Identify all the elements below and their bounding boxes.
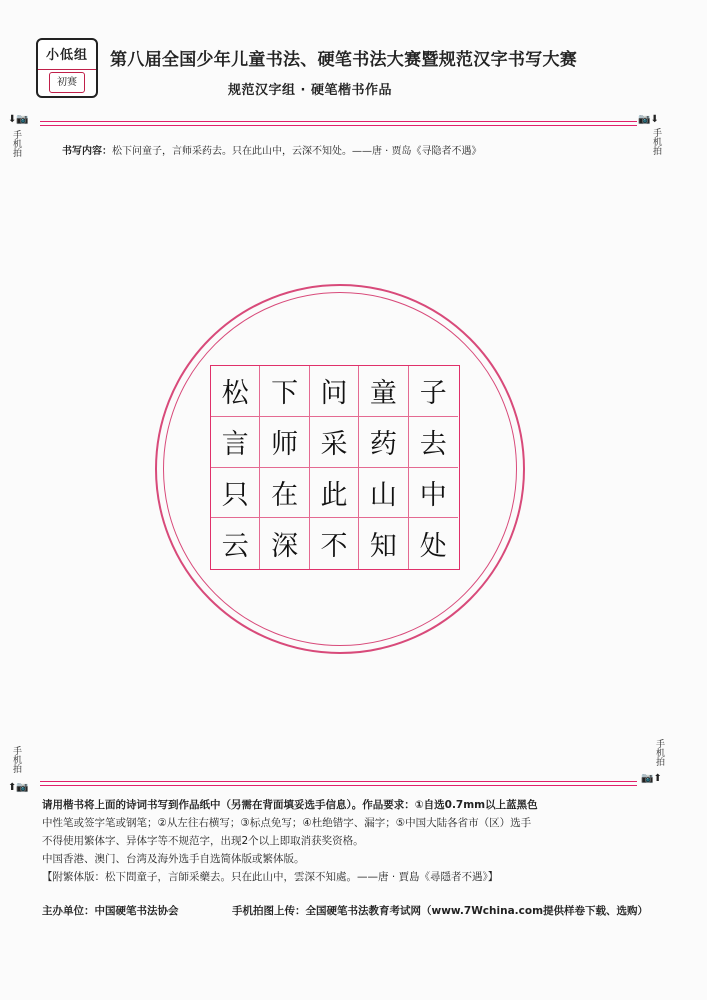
grid-cell: 在: [260, 468, 309, 519]
instruction-line-5: 【附繁体版：松下問童子，言師采藥去。只在此山中，雲深不知處。——唐 · 賈島《尋隱者不遇》】: [42, 871, 499, 883]
side-label-bottom-left: 手机拍: [11, 746, 21, 773]
arrow-down-icon: ⬇: [650, 114, 659, 125]
writing-content-text: 松下问童子，言师采药去。只在此山中，云深不知处。——唐 · 贾岛《寻隐者不遇》: [112, 146, 482, 157]
top-frame-line: [40, 121, 637, 122]
top-frame-line-inner: [40, 125, 637, 126]
page-title: 第八届全国少年儿童书法、硬笔书法大赛暨规范汉字书写大赛: [110, 50, 578, 70]
grid-cell: 问: [310, 366, 359, 417]
footer-upload-info: 手机拍图上传：全国硬笔书法教育考试网（www.7Wchina.com提供样卷下载、选购）: [232, 905, 649, 917]
group-badge: [36, 38, 98, 98]
grid-cell: 童: [359, 366, 408, 417]
badge-group-label: 小低组: [45, 48, 88, 63]
arrow-up-icon: ⬆: [8, 782, 17, 793]
footer-organizer: 主办单位：中国硬笔书法协会: [42, 905, 179, 917]
camera-icon: 📷: [641, 773, 654, 784]
instruction-line-3: 不得使用繁体字、异体字等不规范字，出现2个以上即取消获奖资格。: [42, 835, 364, 847]
writing-grid: [210, 365, 460, 570]
grid-cell: 言: [211, 417, 260, 468]
grid-cell: 深: [260, 518, 309, 569]
arrow-up-icon: ⬆: [653, 773, 662, 784]
bottom-frame-line-inner: [40, 785, 637, 786]
side-label-top-right: 手机拍: [651, 128, 661, 155]
camera-marker-bottom-left: [8, 782, 29, 793]
grid-cell: 药: [359, 417, 408, 468]
camera-icon: 📷: [16, 782, 29, 793]
camera-marker-top-left: [8, 114, 29, 125]
instruction-line-4: 中国香港、澳门、台湾及海外选手自选简体版或繁体版。: [42, 853, 305, 865]
grid-cell: 子: [409, 366, 458, 417]
grid-cell: 云: [211, 518, 260, 569]
grid-cell: 采: [310, 417, 359, 468]
arrow-down-icon: ⬇: [8, 114, 17, 125]
grid-cell: 中: [409, 468, 458, 519]
grid-cell: 师: [260, 417, 309, 468]
side-label-top-left: 手机拍: [11, 130, 21, 157]
writing-content-label: 书写内容：: [62, 146, 112, 157]
grid-cell: 处: [419, 531, 447, 563]
badge-divider: [38, 69, 96, 70]
side-label-bottom-right: 手机拍: [654, 739, 664, 766]
camera-icon: 📷: [638, 114, 651, 125]
page-subtitle: 规范汉字组 · 硬笔楷书作品: [228, 83, 392, 98]
instruction-line-1: 请用楷书将上面的诗词书写到作品纸中（另需在背面填妥选手信息）。作品要求：①自选0.7mm以上蓝黑色: [42, 799, 538, 811]
grid-cell: 只: [211, 468, 260, 519]
grid-cell: 知: [359, 518, 408, 569]
instruction-line-2: 中性笔或签字笔或钢笔；②从左往右横写；③标点免写；④杜绝错字、漏字；⑤中国大陆各省市（区）选手: [42, 817, 532, 829]
camera-icon: 📷: [16, 114, 29, 125]
writing-content: [62, 142, 482, 157]
grid-cell: 去: [409, 417, 458, 468]
grid-cell: 松: [211, 366, 260, 417]
badge-stage-label: 初赛: [49, 72, 85, 93]
grid-cell: 不: [310, 518, 359, 569]
camera-marker-top-right: [638, 114, 659, 125]
grid-cell: 此: [310, 468, 359, 519]
camera-marker-bottom-right: [641, 773, 662, 784]
grid-cell: 下: [260, 366, 309, 417]
grid-cell: 山: [359, 468, 408, 519]
bottom-frame-line: [40, 781, 637, 782]
